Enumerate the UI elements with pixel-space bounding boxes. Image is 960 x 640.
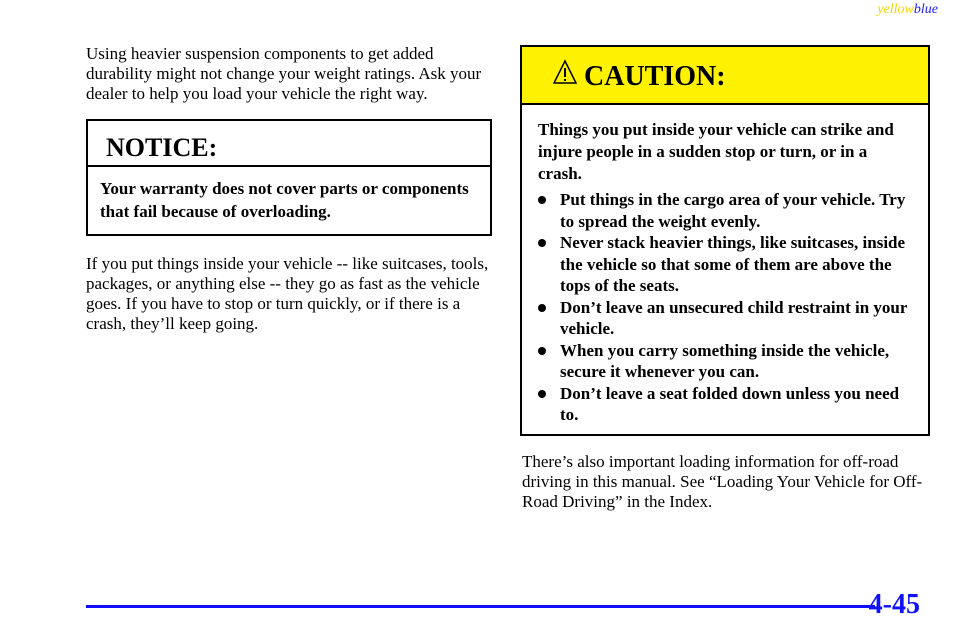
- bullet-icon: [538, 304, 546, 312]
- caution-bullet-list: [522, 189, 928, 426]
- paragraph-loose-items: If you put things inside your vehicle -- like suitcases, tools, packages, or anything else -- they go as fast as the vehicle goes. If you have to stop or turn quickly, or if there is a crash, they’ll keep going.: [86, 254, 489, 333]
- caution-bullet: [538, 383, 914, 426]
- caution-bullet: [538, 232, 914, 297]
- warning-triangle-icon: [552, 59, 578, 85]
- color-proof-tag: [877, 2, 938, 18]
- caution-bullet: [538, 340, 914, 383]
- color-tag-yellow: yellow: [877, 2, 914, 17]
- caution-bullet: [538, 189, 914, 232]
- caution-title: CAUTION:: [584, 61, 726, 92]
- bullet-icon: [538, 239, 546, 247]
- bullet-icon: [538, 347, 546, 355]
- bullet-icon: [538, 196, 546, 204]
- footer-rule: [86, 605, 875, 608]
- caution-bullet: [538, 297, 914, 340]
- caution-bullet-text: Don’t leave a seat folded down unless you need to.: [560, 383, 900, 424]
- caution-bullet-text: Don’t leave an unsecured child restraint in your vehicle.: [560, 297, 908, 338]
- caution-header: [522, 47, 928, 105]
- page-number: 4-45: [868, 589, 920, 620]
- paragraph-suspension: Using heavier suspension components to get added durability might not change your weight ratings. Ask your dealer to help you load your vehicle the right way.: [86, 44, 482, 103]
- bullet-icon: [538, 390, 546, 398]
- paragraph-off-road-reference: There’s also important loading information for off-road driving in this manual. See “Loading Your Vehicle for Off-Road Driving” in the Index.: [522, 452, 923, 511]
- caution-bullet-text: Never stack heavier things, like suitcases, inside the vehicle so that some of them are above the tops of the seats.: [560, 233, 906, 295]
- color-tag-blue: blue: [913, 2, 938, 17]
- notice-title: NOTICE:: [88, 121, 490, 167]
- notice-body: Your warranty does not cover parts or components that fail because of overloading.: [100, 179, 469, 221]
- caution-intro: Things you put inside your vehicle can strike and injure people in a sudden stop or turn, or in a crash.: [538, 120, 894, 183]
- caution-bullet-text: Put things in the cargo area of your vehicle. Try to spread the weight evenly.: [560, 190, 906, 231]
- notice-box: [86, 119, 492, 236]
- caution-bullet-text: When you carry something inside the vehicle, secure it whenever you can.: [560, 340, 890, 381]
- caution-box: [520, 45, 930, 436]
